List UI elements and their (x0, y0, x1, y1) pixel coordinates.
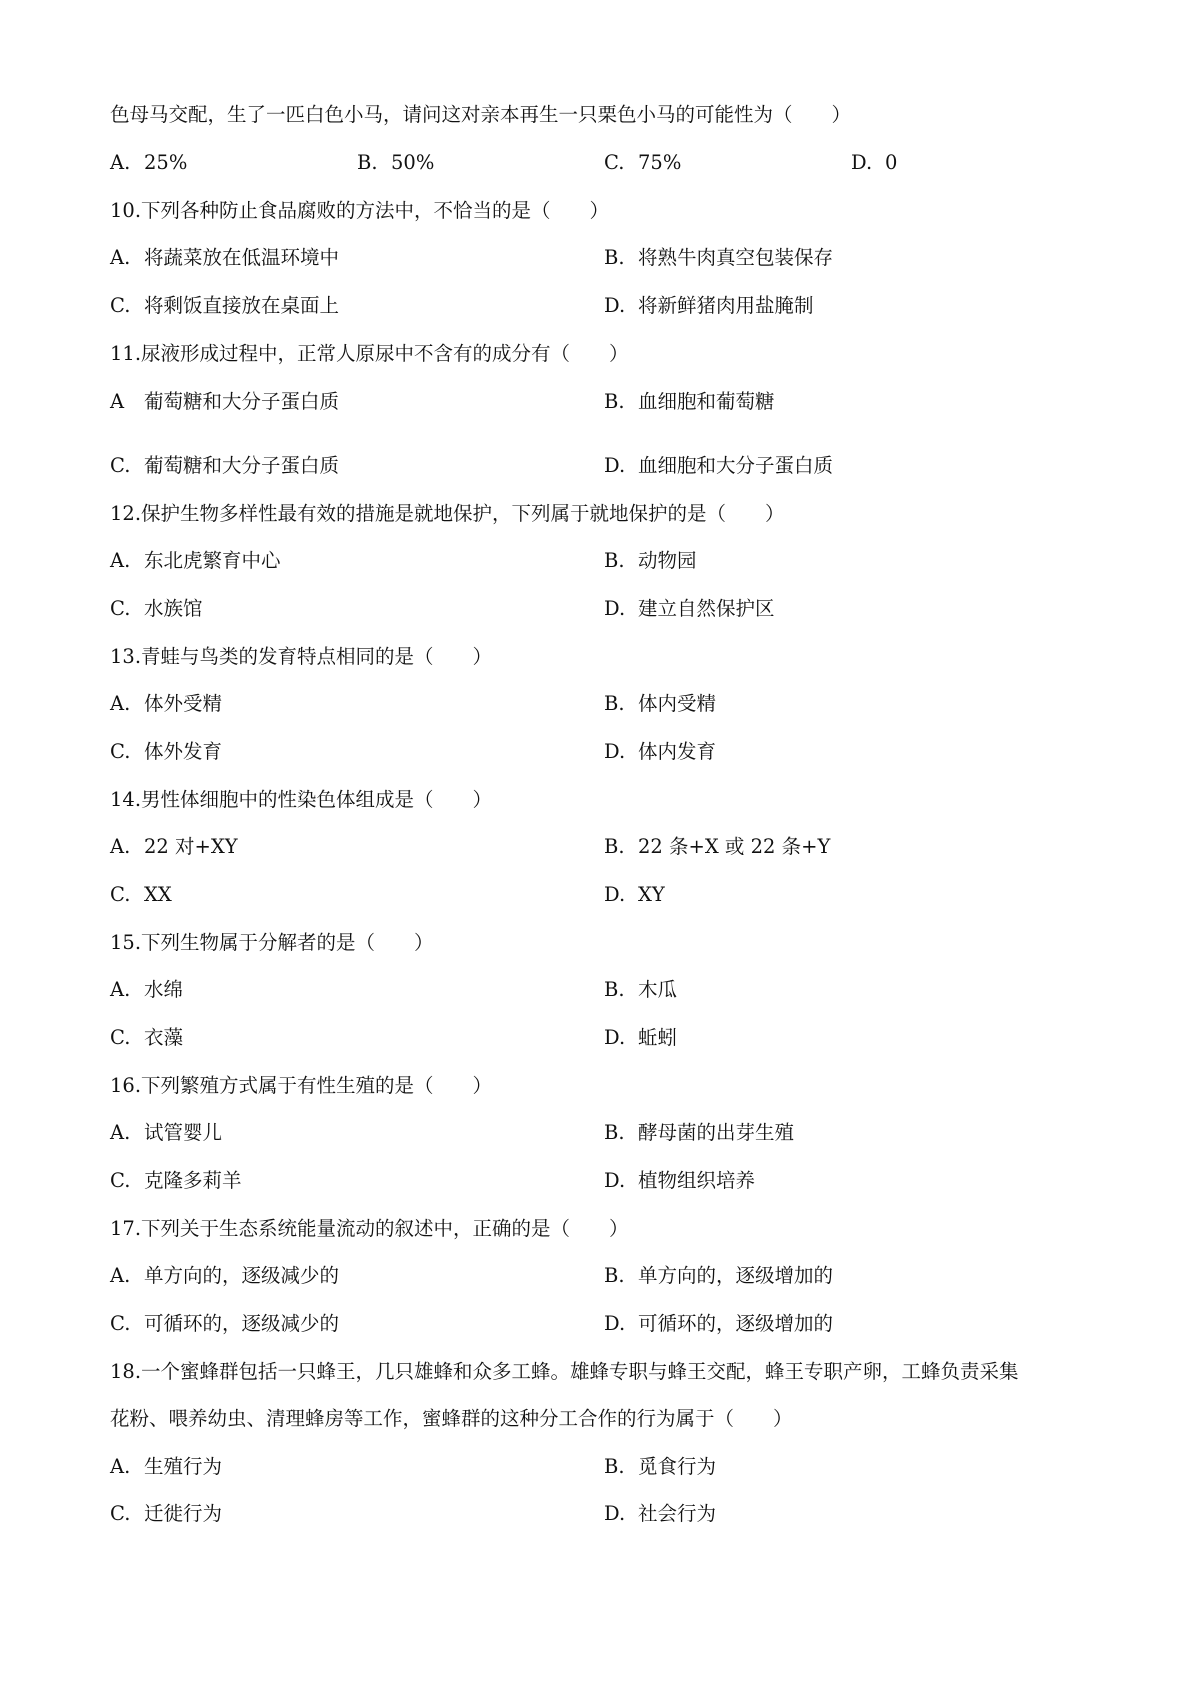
q10-option-a (110, 244, 339, 272)
q16-stem: 16.下列繁殖方式属于有性生殖的是（ ） (110, 1074, 493, 1097)
option-label: A. (110, 1455, 131, 1478)
option-text: 可循环的，逐级减少的 (144, 1312, 340, 1335)
option-text: 东北虎繁育中心 (144, 549, 281, 572)
q12-option-d (604, 595, 775, 623)
q18-option-a (110, 1453, 222, 1481)
q17-option-a (110, 1262, 339, 1290)
q11-option-a (110, 388, 339, 416)
option-label: D. (604, 454, 626, 477)
q17-option-b (604, 1262, 833, 1290)
option-label: D. (604, 597, 626, 620)
option-label: D. (604, 1312, 626, 1335)
q18-option-b (604, 1453, 716, 1481)
option-label: B. (604, 835, 625, 858)
q11-option-c (110, 452, 339, 480)
q13-option-c (110, 738, 222, 766)
option-text: 50% (391, 151, 435, 174)
option-label: A. (110, 246, 131, 269)
option-text: 75% (638, 151, 682, 174)
q12-option-b (604, 547, 697, 575)
q16-option-b (604, 1119, 794, 1147)
option-text: 生殖行为 (144, 1455, 223, 1478)
q9-option-d (851, 149, 897, 177)
option-text: 体外受精 (144, 692, 223, 715)
option-text: 25% (144, 151, 188, 174)
option-label: A (110, 390, 125, 413)
option-text: 单方向的，逐级增加的 (638, 1264, 834, 1287)
option-text: 植物组织培养 (638, 1169, 756, 1192)
q14-option-d (604, 881, 665, 909)
q17-option-c (110, 1310, 339, 1338)
option-text: 木瓜 (638, 978, 678, 1001)
option-text: 克隆多莉羊 (144, 1169, 242, 1192)
q10-option-c (110, 292, 339, 320)
option-label: C. (110, 597, 131, 620)
option-text: 将蔬菜放在低温环境中 (144, 246, 340, 269)
option-label: B. (604, 978, 625, 1001)
option-label: A. (110, 1121, 131, 1144)
option-text: 将剩饭直接放在桌面上 (144, 294, 340, 317)
option-label: D. (604, 294, 626, 317)
option-label: A. (110, 151, 131, 174)
q13-stem: 13.青蛙与鸟类的发育特点相同的是（ ） (110, 645, 493, 668)
q9-option-a (110, 149, 187, 177)
option-text: 0 (885, 151, 898, 174)
option-text: 酵母菌的出芽生殖 (638, 1121, 795, 1144)
q9-option-b (357, 149, 434, 177)
option-label: C. (110, 1169, 131, 1192)
option-text: 水族馆 (144, 597, 203, 620)
option-text: 社会行为 (638, 1502, 717, 1525)
option-text: 22 对+XY (144, 835, 238, 858)
option-text: 体内发育 (638, 740, 717, 763)
q10-option-b (604, 244, 833, 272)
option-label: C. (110, 1502, 131, 1525)
option-label: B. (604, 390, 625, 413)
q13-option-d (604, 738, 716, 766)
option-label: C. (110, 740, 131, 763)
option-text: 动物园 (638, 549, 697, 572)
option-text: 体外发育 (144, 740, 223, 763)
option-text: 将新鲜猪肉用盐腌制 (638, 294, 814, 317)
option-label: C. (110, 883, 131, 906)
option-label: A. (110, 549, 131, 572)
q9-stem-continuation: 色母马交配，生了一匹白色小马，请问这对亲本再生一只栗色小马的可能性为（ ） (110, 103, 852, 126)
q14-option-b (604, 833, 830, 861)
q10-option-d (604, 292, 814, 320)
option-text: 衣藻 (144, 1026, 184, 1049)
option-text: 血细胞和葡萄糖 (638, 390, 775, 413)
q16-option-d (604, 1167, 755, 1195)
option-label: D. (604, 883, 626, 906)
option-label: D. (851, 151, 873, 174)
option-text: 迁徙行为 (144, 1502, 223, 1525)
option-text: 22 条+X 或 22 条+Y (638, 835, 831, 858)
option-label: D. (604, 1169, 626, 1192)
option-label: B. (604, 1121, 625, 1144)
q17-option-d (604, 1310, 833, 1338)
q17-stem: 17.下列关于生态系统能量流动的叙述中，正确的是（ ） (110, 1217, 629, 1240)
q13-option-a (110, 690, 222, 718)
option-label: C. (110, 454, 131, 477)
q14-option-a (110, 833, 238, 861)
option-text: 可循环的，逐级增加的 (638, 1312, 834, 1335)
q15-option-a (110, 976, 183, 1004)
option-label: C. (604, 151, 625, 174)
option-label: B. (604, 549, 625, 572)
option-label: B. (604, 692, 625, 715)
q16-option-c (110, 1167, 242, 1195)
q18-stem-continuation: 花粉、喂养幼虫、清理蜂房等工作，蜜蜂群的这种分工合作的行为属于（ ） (110, 1407, 793, 1430)
option-label: B. (357, 151, 378, 174)
q15-option-d (604, 1024, 677, 1052)
q12-option-a (110, 547, 281, 575)
option-label: C. (110, 1026, 131, 1049)
option-text: XX (144, 883, 172, 906)
q14-stem: 14.男性体细胞中的性染色体组成是（ ） (110, 788, 493, 811)
q15-stem: 15.下列生物属于分解者的是（ ） (110, 931, 434, 954)
q15-option-c (110, 1024, 183, 1052)
option-text: 水绵 (144, 978, 184, 1001)
q18-option-d (604, 1500, 716, 1528)
q15-option-b (604, 976, 677, 1004)
option-label: C. (110, 294, 131, 317)
option-text: 将熟牛肉真空包装保存 (638, 246, 834, 269)
q14-option-c (110, 881, 172, 909)
option-text: 蚯蚓 (638, 1026, 678, 1049)
option-label: A. (110, 692, 131, 715)
option-label: D. (604, 740, 626, 763)
q11-option-b (604, 388, 775, 416)
option-text: 单方向的，逐级减少的 (144, 1264, 340, 1287)
option-text: 血细胞和大分子蛋白质 (638, 454, 834, 477)
option-label: C. (110, 1312, 131, 1335)
q12-stem: 12.保护生物多样性最有效的措施是就地保护，下列属于就地保护的是（ ） (110, 502, 785, 525)
option-text: 葡萄糖和大分子蛋白质 (144, 390, 340, 413)
q10-stem: 10.下列各种防止食品腐败的方法中，不恰当的是（ ） (110, 199, 610, 222)
option-label: A. (110, 835, 131, 858)
option-label: B. (604, 246, 625, 269)
q18-option-c (110, 1500, 222, 1528)
q11-option-d (604, 452, 833, 480)
q11-stem: 11.尿液形成过程中，正常人原尿中不含有的成分有（ ） (110, 342, 629, 365)
option-label: A. (110, 978, 131, 1001)
option-text: 觅食行为 (638, 1455, 717, 1478)
option-text: 试管婴儿 (144, 1121, 223, 1144)
option-label: D. (604, 1502, 626, 1525)
q12-option-c (110, 595, 203, 623)
option-label: A. (110, 1264, 131, 1287)
q9-option-c (604, 149, 681, 177)
option-text: XY (638, 883, 665, 906)
q18-stem: 18.一个蜜蜂群包括一只蜂王，几只雄蜂和众多工蜂。雄蜂专职与蜂王交配，蜂王专职产卵，工蜂负责采集 (110, 1360, 1019, 1383)
q16-option-a (110, 1119, 222, 1147)
option-label: B. (604, 1455, 625, 1478)
option-label: D. (604, 1026, 626, 1049)
option-text: 葡萄糖和大分子蛋白质 (144, 454, 340, 477)
option-text: 体内受精 (638, 692, 717, 715)
q13-option-b (604, 690, 716, 718)
option-label: B. (604, 1264, 625, 1287)
option-text: 建立自然保护区 (638, 597, 775, 620)
